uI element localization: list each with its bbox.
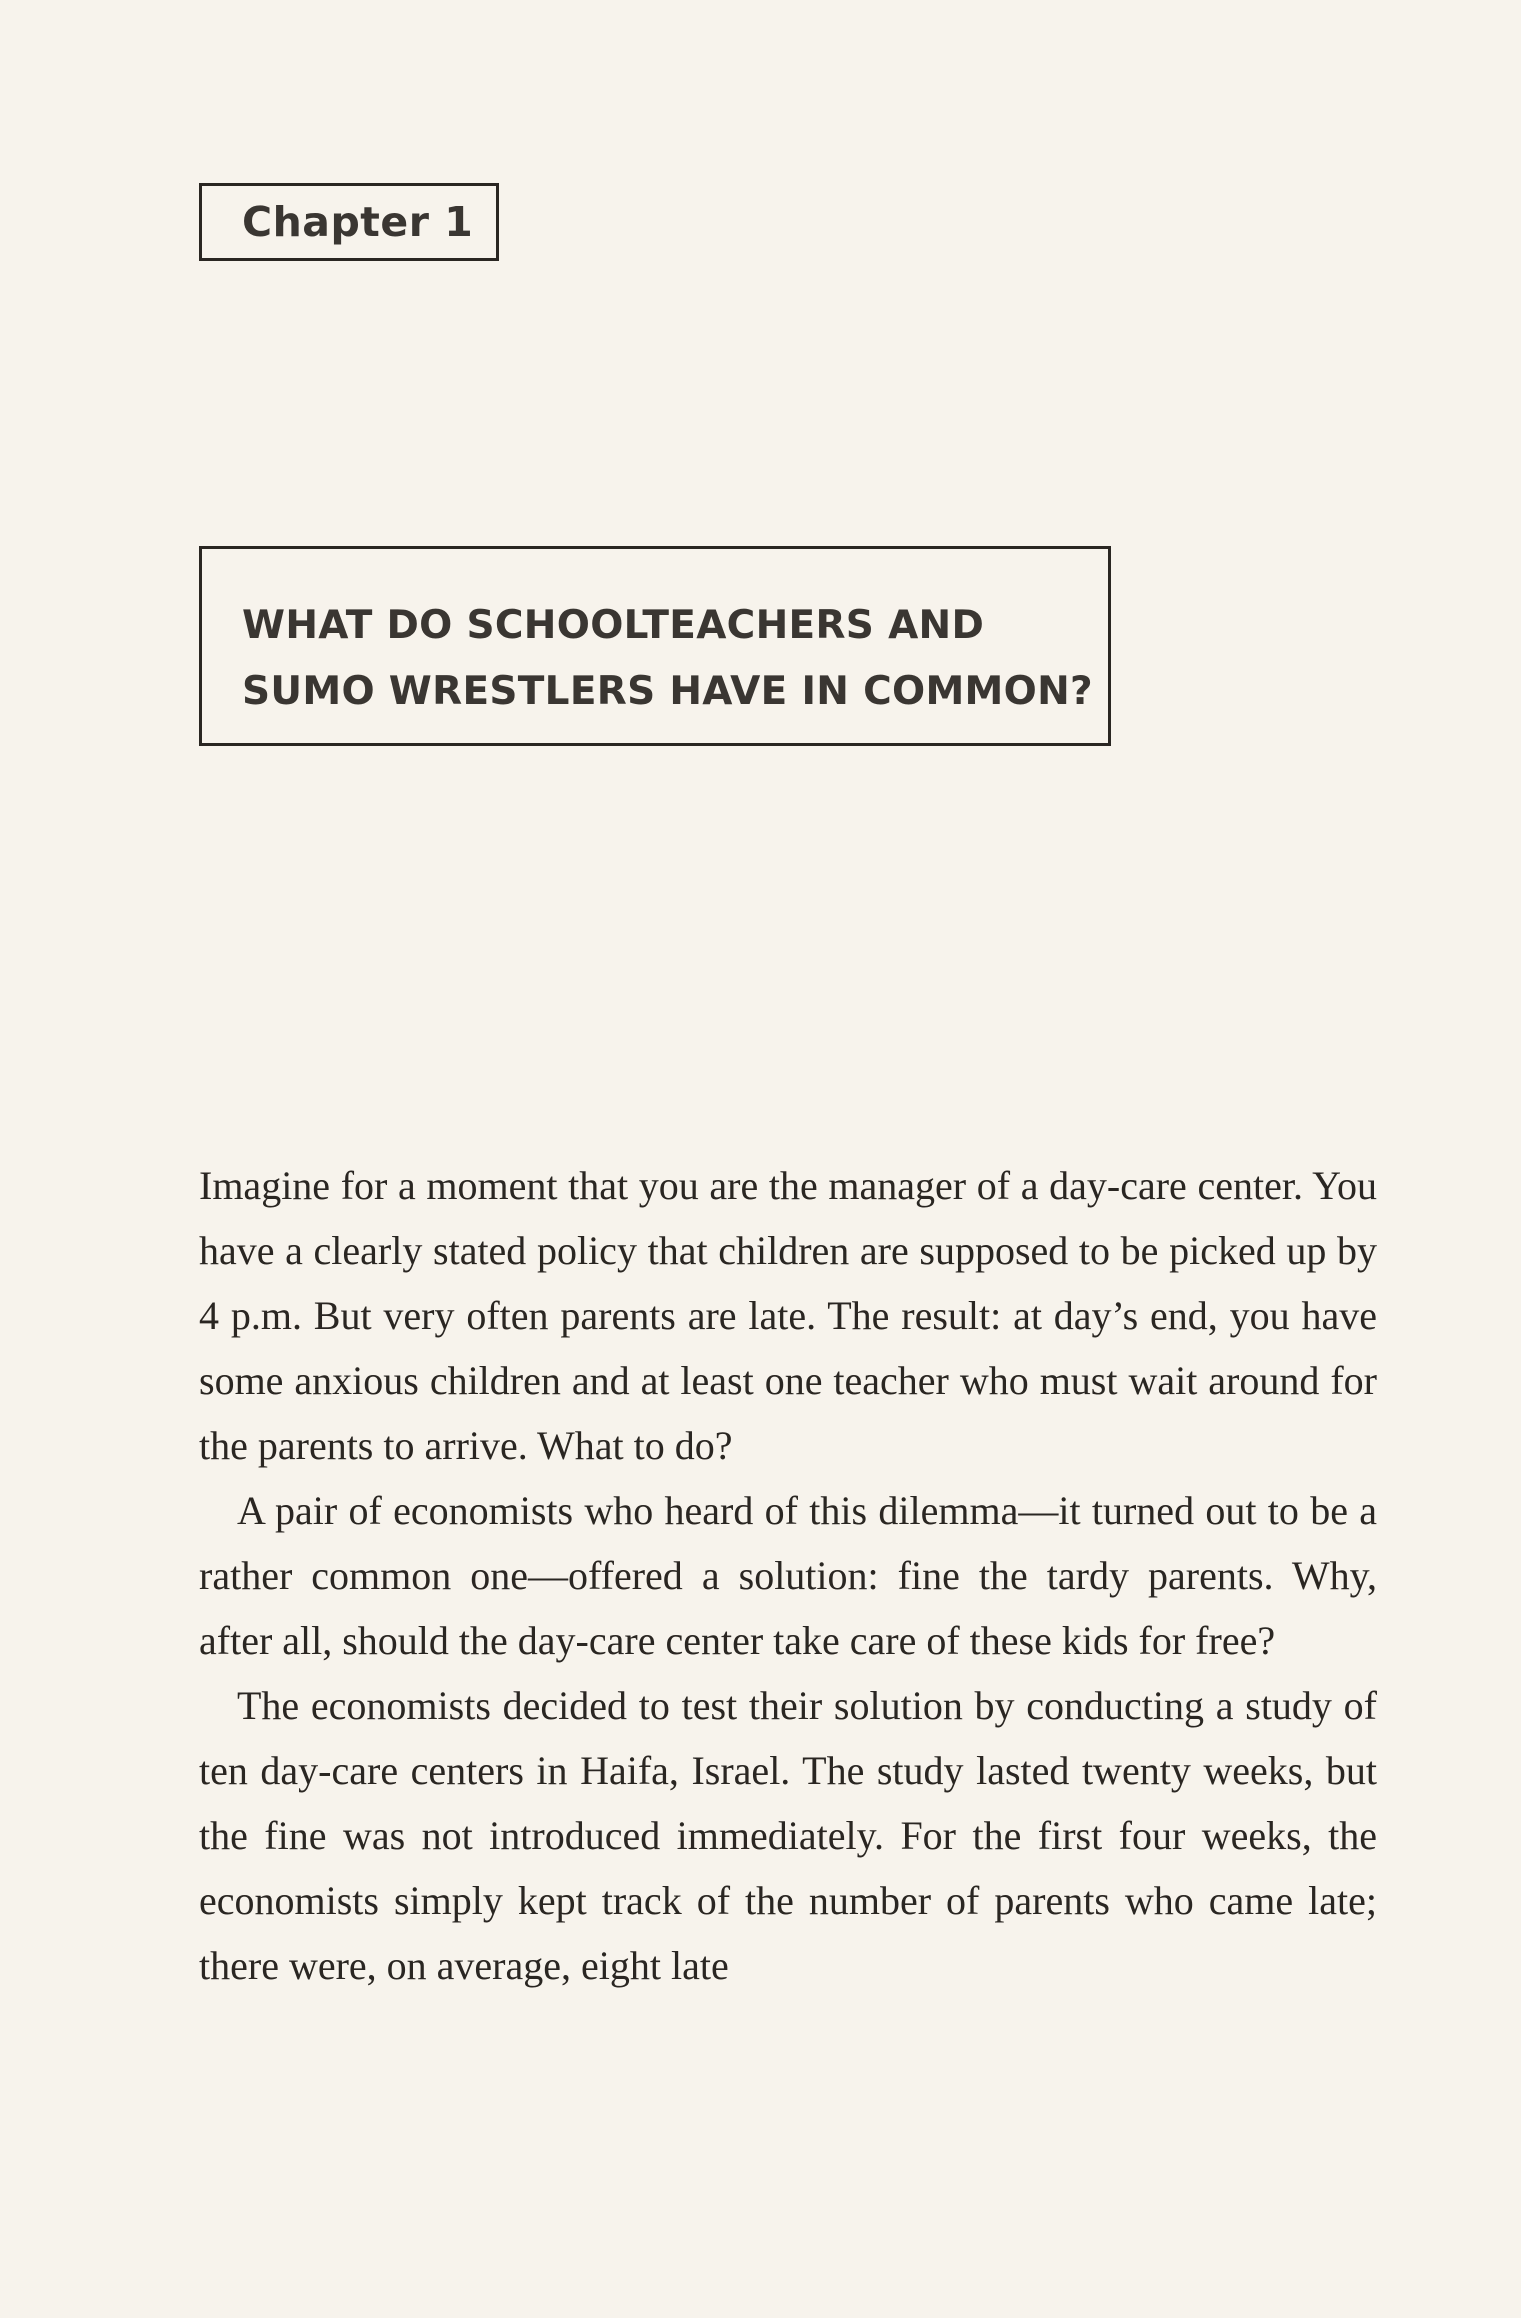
paragraph-1: Imagine for a moment that you are the manager of a day-care center. You have a clearly stated policy that children are supposed to be picked up by 4 p.m. But very often parents are late. The result: at day’s end, you have some anxious children and at least one teacher who must wait around for the parents to arrive. What to do?: [199, 1163, 1377, 1468]
chapter-label-box: [199, 183, 499, 261]
chapter-title-line-1: WHAT DO SCHOOLTEACHERS AND: [242, 603, 985, 648]
chapter-title-box: [199, 546, 1111, 746]
chapter-title-line-2: SUMO WRESTLERS HAVE IN COMMON?: [242, 669, 1093, 714]
body-text: [199, 1153, 1377, 1998]
paragraph-2: A pair of economists who heard of this dilemma—it turned out to be a rather common one—offered a solution: fine the tardy parents. Why, after all, should the day-care center take care of these kids for free?: [199, 1488, 1377, 1663]
chapter-label: Chapter 1: [242, 198, 474, 246]
paragraph-3: The economists decided to test their solution by conducting a study of ten day-care centers in Haifa, Israel. The study lasted twenty weeks, but the fine was not introduced immediately. For the first four weeks, the economists simply kept track of the number of parents who came late; there were, on average, eight late: [199, 1683, 1377, 1988]
